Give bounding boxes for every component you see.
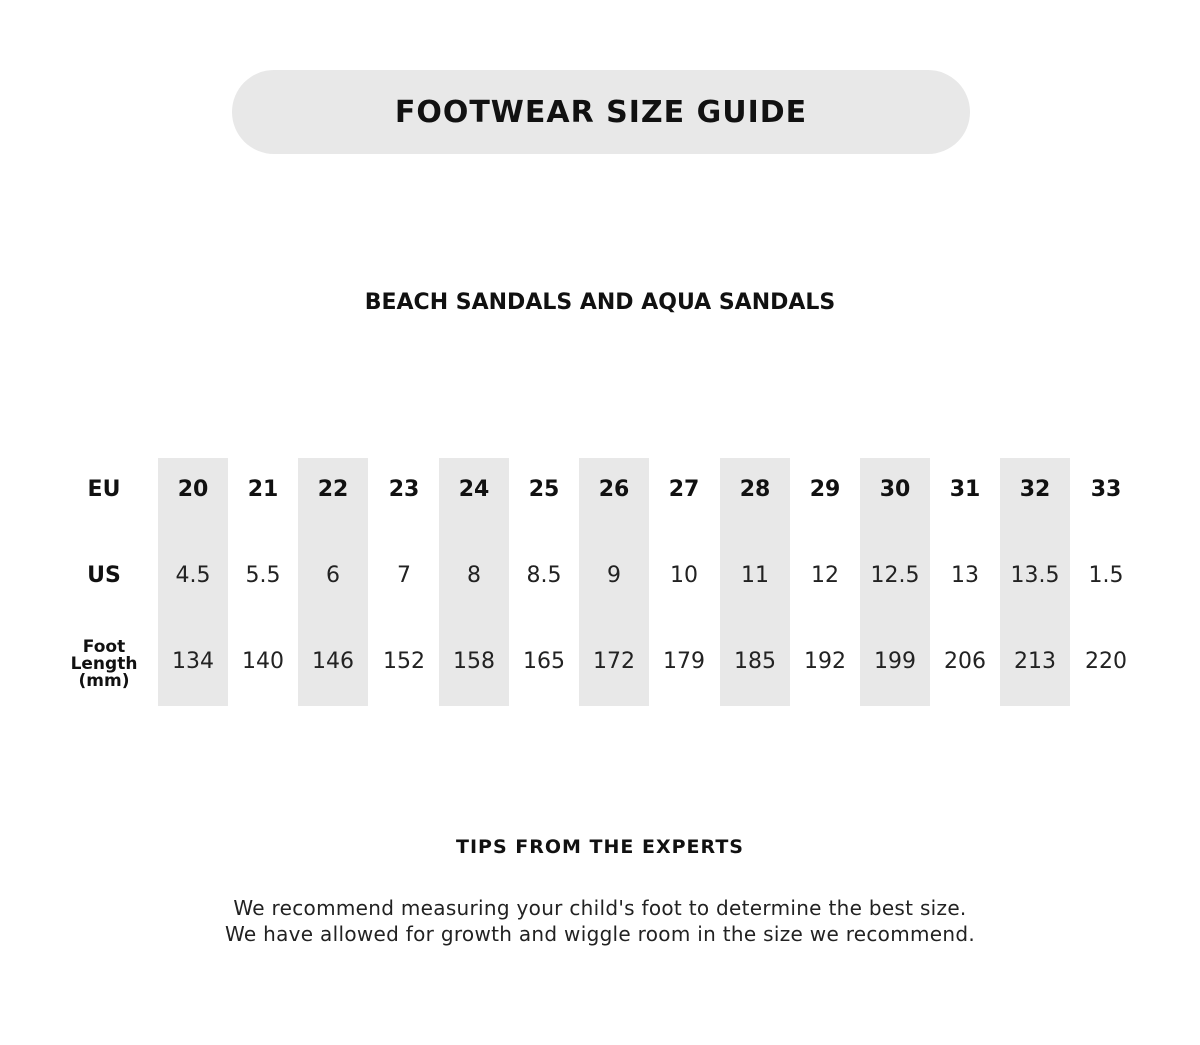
cell-us-size: 4.5 — [175, 563, 211, 588]
cell-us-size: 13.5 — [1010, 563, 1060, 588]
tips-text-line-1: We recommend measuring your child's foot to determine the best size. — [233, 896, 967, 920]
tips-text-line-2: We have allowed for growth and wiggle room in the size we recommend. — [224, 922, 976, 946]
cell-us-size: 1.5 — [1088, 563, 1124, 588]
cell-us-size: 11 — [741, 563, 769, 588]
cell-eu-size: 30 — [879, 477, 911, 502]
cell-us-size: 13 — [951, 563, 979, 588]
cell-foot-length: 140 — [242, 649, 284, 674]
cell-eu-size: 31 — [949, 477, 981, 502]
cell-foot-length: 220 — [1085, 649, 1127, 674]
cell-foot-length: 199 — [874, 649, 916, 674]
cell-us-size: 9 — [607, 563, 621, 588]
cell-us-size: 8 — [467, 563, 481, 588]
cell-eu-size: 32 — [1019, 477, 1051, 502]
cell-foot-length: 179 — [663, 649, 705, 674]
title-banner — [232, 70, 970, 154]
tips-heading: TIPS FROM THE EXPERTS — [456, 836, 744, 858]
cell-us-size: 12 — [811, 563, 839, 588]
row-label-eu: EU — [87, 477, 121, 502]
cell-foot-length: 172 — [593, 649, 635, 674]
page-title: FOOTWEAR SIZE GUIDE — [394, 94, 808, 130]
cell-eu-size: 28 — [739, 477, 771, 502]
row-label-foot-length: Foot Length (mm) — [70, 637, 138, 691]
cell-foot-length: 165 — [523, 649, 565, 674]
cell-us-size: 6 — [326, 563, 340, 588]
cell-eu-size: 25 — [528, 477, 560, 502]
cell-eu-size: 29 — [809, 477, 841, 502]
cell-foot-length: 152 — [383, 649, 425, 674]
cell-eu-size: 27 — [668, 477, 700, 502]
cell-us-size: 12.5 — [870, 563, 920, 588]
cell-eu-size: 22 — [317, 477, 349, 502]
cell-us-size: 7 — [397, 563, 411, 588]
cell-foot-length: 185 — [734, 649, 776, 674]
cell-foot-length: 158 — [453, 649, 495, 674]
cell-eu-size: 21 — [247, 477, 279, 502]
cell-foot-length: 192 — [804, 649, 846, 674]
cell-eu-size: 20 — [177, 477, 209, 502]
cell-us-size: 10 — [670, 563, 698, 588]
size-table — [0, 458, 1200, 706]
cell-us-size: 5.5 — [245, 563, 281, 588]
cell-eu-size: 23 — [388, 477, 420, 502]
cell-eu-size: 33 — [1090, 477, 1122, 502]
cell-us-size: 8.5 — [526, 563, 562, 588]
cell-foot-length: 146 — [312, 649, 354, 674]
cell-foot-length: 206 — [944, 649, 986, 674]
section-title: BEACH SANDALS AND AQUA SANDALS — [364, 290, 836, 315]
cell-foot-length: 134 — [172, 649, 214, 674]
row-label-us: US — [87, 563, 121, 588]
cell-eu-size: 26 — [598, 477, 630, 502]
cell-eu-size: 24 — [458, 477, 490, 502]
cell-foot-length: 213 — [1014, 649, 1056, 674]
